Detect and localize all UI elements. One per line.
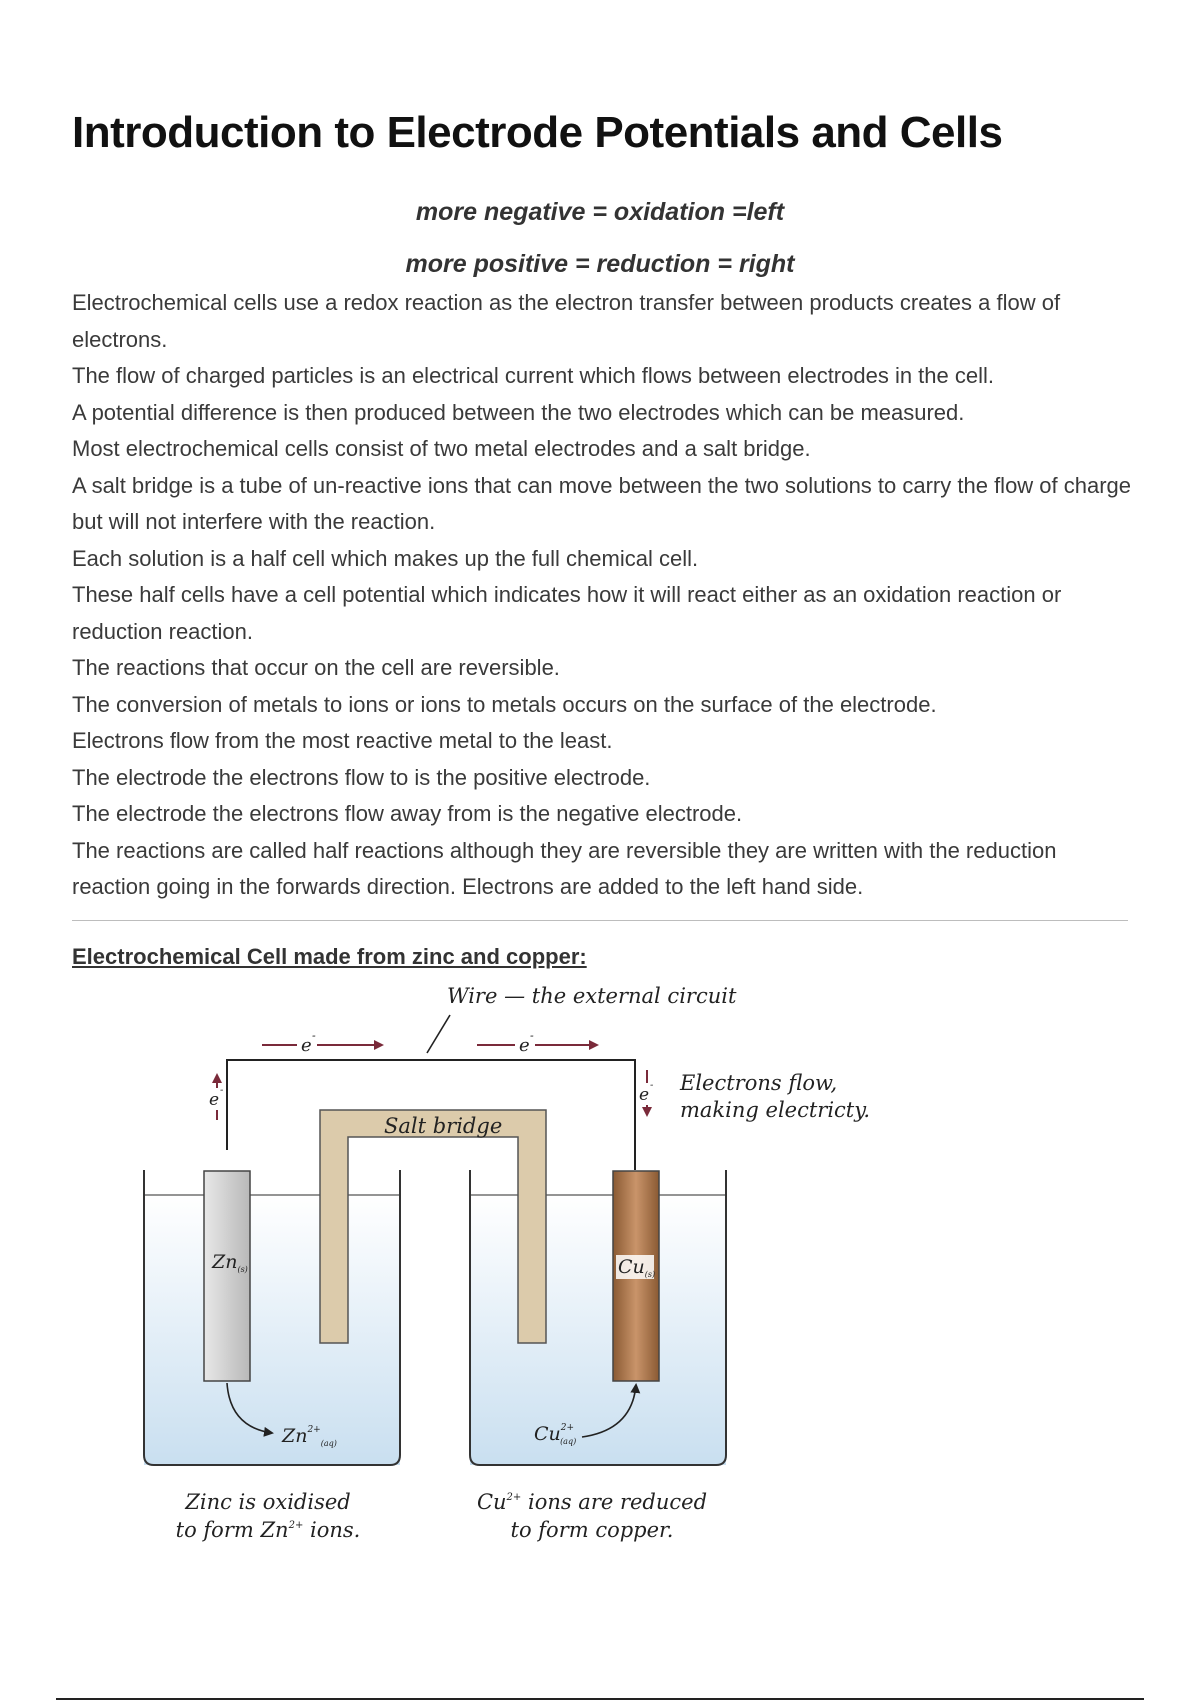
paragraph: A potential difference is then produced between the two electrodes which can be measured. <box>72 399 965 425</box>
paragraph: Each solution is a half cell which makes up the full chemical cell. <box>72 545 699 571</box>
zinc-electrode-label: $Zn_{(s)}$ <box>212 1251 248 1274</box>
svg-text:-: - <box>312 1029 316 1042</box>
svg-text:-: - <box>530 1029 534 1042</box>
copper-electrode-label: $Cu_{(s)}$ <box>618 1256 656 1279</box>
paragraph: Most electrochemical cells consist of two metal electrodes and a salt bridge. <box>72 436 811 461</box>
svg-text:e: e <box>209 1090 220 1110</box>
copper-caption-1: $Cu^{2+}$ ions are reduced <box>476 1490 708 1514</box>
right-beaker <box>470 1170 726 1465</box>
paragraph: The electrode the electrons flow away from is the negative electrode. <box>72 801 743 826</box>
svg-text:-: - <box>220 1085 224 1096</box>
electrons-flow-label-1: Electrons flow, <box>680 1071 838 1095</box>
oxidation-rule: more negative = oxidation =left <box>415 198 785 226</box>
paragraph: The conversion of metals to ions or ions to metals occurs on the surface of the electrode. <box>72 691 937 717</box>
paragraph: The reactions that occur on the cell are reversible. <box>72 655 560 680</box>
body-text <box>72 285 1132 906</box>
wire-label: Wire — the external circuit <box>447 984 737 1008</box>
svg-text:-: - <box>650 1080 654 1091</box>
page-title: Introduction to Electrode Potentials and Cells <box>72 108 1003 157</box>
zinc-ion-label: $Zn^{2+}_{(aq)}$ <box>282 1425 337 1448</box>
copper-ion-label: $Cu^{2+}$ (aq) <box>534 1423 577 1446</box>
paragraph: The flow of charged particles is an electrical current which flows between electrodes in the cell. <box>72 363 995 388</box>
paragraph: Electrons flow from the most reactive metal to the least. <box>72 728 613 753</box>
left-beaker <box>144 1170 400 1465</box>
electron-arrow-top-right <box>477 1029 597 1056</box>
copper-caption-2: to form copper. <box>510 1518 674 1542</box>
zinc-electrode <box>204 1171 250 1381</box>
paragraph: The electrode the electrons flow to is the positive electrode. <box>72 764 651 790</box>
section-divider <box>72 920 1128 921</box>
paragraph: A salt bridge is a tube of un-reactive ions that can move between the two solutions to carry the flow of charge but will not interfere with the reaction. <box>72 472 1132 534</box>
electrochemical-cell-diagram <box>72 975 892 1565</box>
zinc-caption-1: Zinc is oxidised <box>185 1490 351 1514</box>
reduction-rule: more positive = reduction = right <box>405 250 795 278</box>
svg-text:e: e <box>639 1085 650 1105</box>
electron-arrow-right-down <box>638 1070 656 1115</box>
svg-text:e: e <box>301 1035 312 1056</box>
salt-bridge-label: Salt bridge <box>384 1114 503 1138</box>
svg-text:e: e <box>519 1035 530 1056</box>
paragraph: Electrochemical cells use a redox reaction as the electron transfer between products creates a flow of electrons. <box>72 290 1061 352</box>
section-heading: Electrochemical Cell made from zinc and copper: <box>72 944 587 969</box>
paragraph: The reactions are called half reactions although they are reversible they are written with the reduction reaction going in the forwards direction. Electrons are added to the left hand side. <box>72 837 1057 899</box>
wire-pointer <box>427 1015 450 1053</box>
electron-arrow-left-up <box>208 1075 226 1120</box>
electrons-flow-label-2: making electricty. <box>680 1098 870 1122</box>
paragraph: These half cells have a cell potential which indicates how it will react either as an oxidation reaction or reduction reaction. <box>72 582 1062 644</box>
electron-arrow-top-left <box>262 1029 382 1056</box>
zinc-caption-2: to form $Zn^{2+}$ ions. <box>175 1518 361 1542</box>
